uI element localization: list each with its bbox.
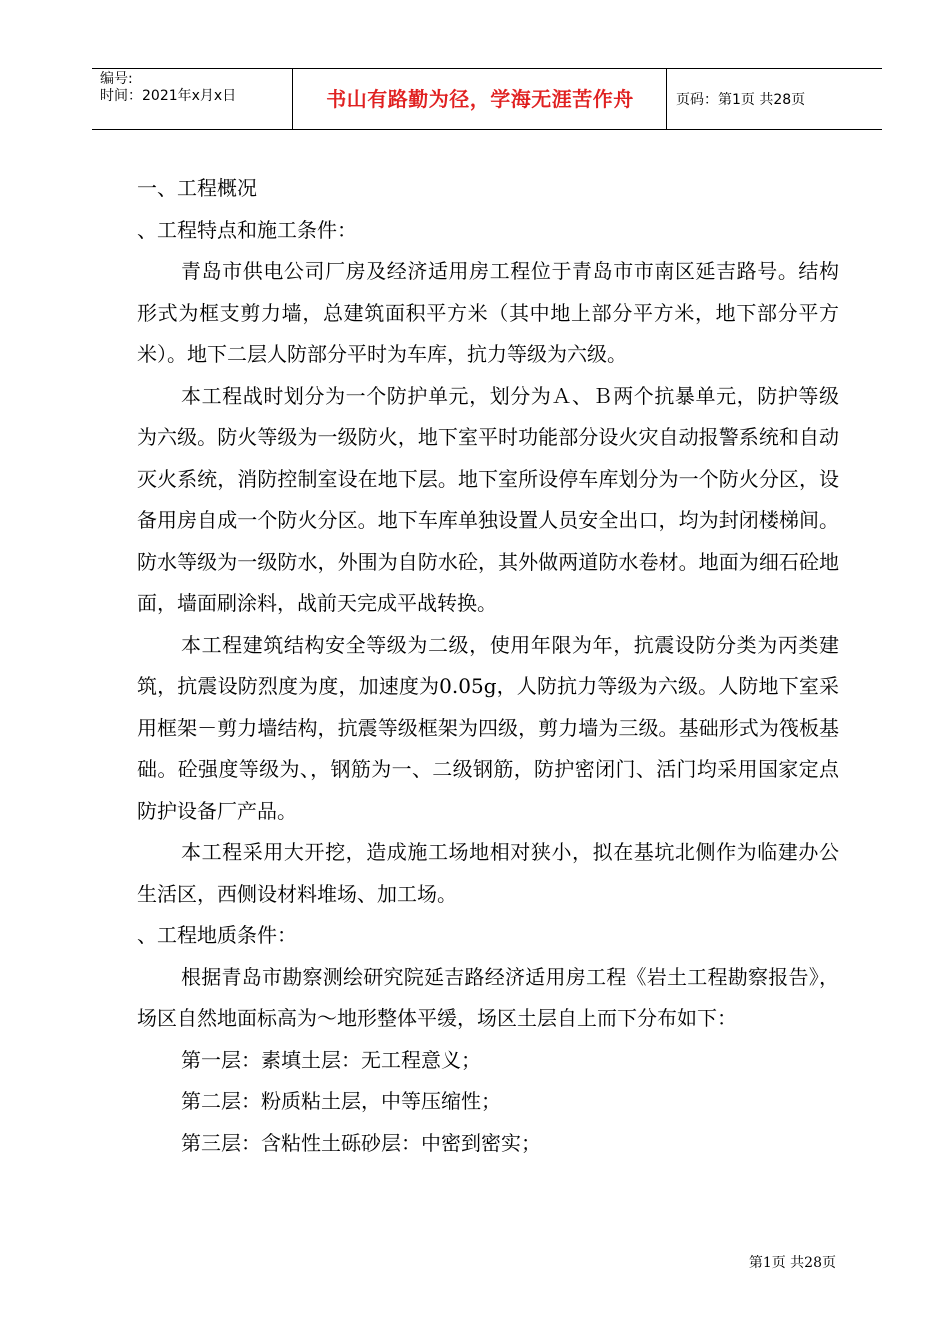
- header-divider-right: [666, 69, 667, 129]
- subsection-title-geology: 、工程地质条件：: [137, 923, 297, 947]
- paragraph-protection-units: 本工程战时划分为一个防护单元，划分为Ａ、Ｂ两个抗暴单元，防护等级为六级。防火等级为一级防火，地下室平时功能部分设火灾自动报警系统和自动灭火系统，消防控制室设在地下层。地下室所设停车库划分为一个防火分区，设备用房自成一个防火分区。地下车库单独设置人员安全出口，均为封闭楼梯间。防水等级为一级防水，外围为自防水砼，其外做两道防水卷材。地面为细石砼地面，墙面刷涂料，战前天完成平战转换。: [137, 383, 839, 615]
- document-body: [137, 168, 839, 1164]
- soil-layer-3: 第三层：含粘性土砾砂层：中密到密实；: [181, 1130, 541, 1155]
- soil-layer-1: 第一层：素填土层：无工程意义；: [181, 1047, 481, 1072]
- page-footer-number: 第1页 共28页: [748, 1255, 836, 1271]
- document-time-label: 时间：2021年x月x日: [100, 88, 237, 104]
- header-meta: [100, 71, 290, 105]
- header-motto: 书山有路勤为径，学海无涯苦作舟: [326, 87, 634, 111]
- subsection-title-features: 、工程特点和施工条件：: [137, 217, 357, 242]
- soil-layer-2: 第二层：粉质粘土层，中等压缩性；: [181, 1089, 501, 1113]
- paragraph-structure-safety: 本工程建筑结构安全等级为二级，使用年限为年，抗震设防分类为丙类建筑，抗震设防烈度为度，加速度为0.05g，人防抗力等级为六级。人防地下室采用框架－剪力墙结构，抗震等级框架为四级，剪力墙为三级。基础形式为筏板基础。砼强度等级为、，钢筋为一、二级钢筋，防护密闭门、活门均采用国家定点防护设备厂产品。: [137, 632, 839, 823]
- document-number-label: 编号:: [100, 71, 133, 87]
- header-divider-left: [292, 69, 293, 129]
- paragraph-project-location: 青岛市供电公司厂房及经济适用房工程位于青岛市市南区延吉路号。结构形式为框支剪力墙，总建筑面积平方米（其中地上部分平方米，地下部分平方米）。地下二层人防部分平时为车库，抗力等级为六级。: [137, 259, 839, 366]
- page-header: [92, 68, 882, 130]
- section-title: 一、工程概况: [137, 176, 257, 200]
- header-page-number: 页码：第1页 共28页: [676, 92, 806, 108]
- paragraph-geology-report: 根据青岛市勘察测绘研究院延吉路经济适用房工程《岩土工程勘察报告》，场区自然地面标高为～地形整体平缓，场区土层自上而下分布如下：: [137, 964, 839, 1030]
- paragraph-site-layout: 本工程采用大开挖，造成施工场地相对狭小，拟在基坑北侧作为临建办公生活区，西侧设材料堆场、加工场。: [137, 840, 839, 906]
